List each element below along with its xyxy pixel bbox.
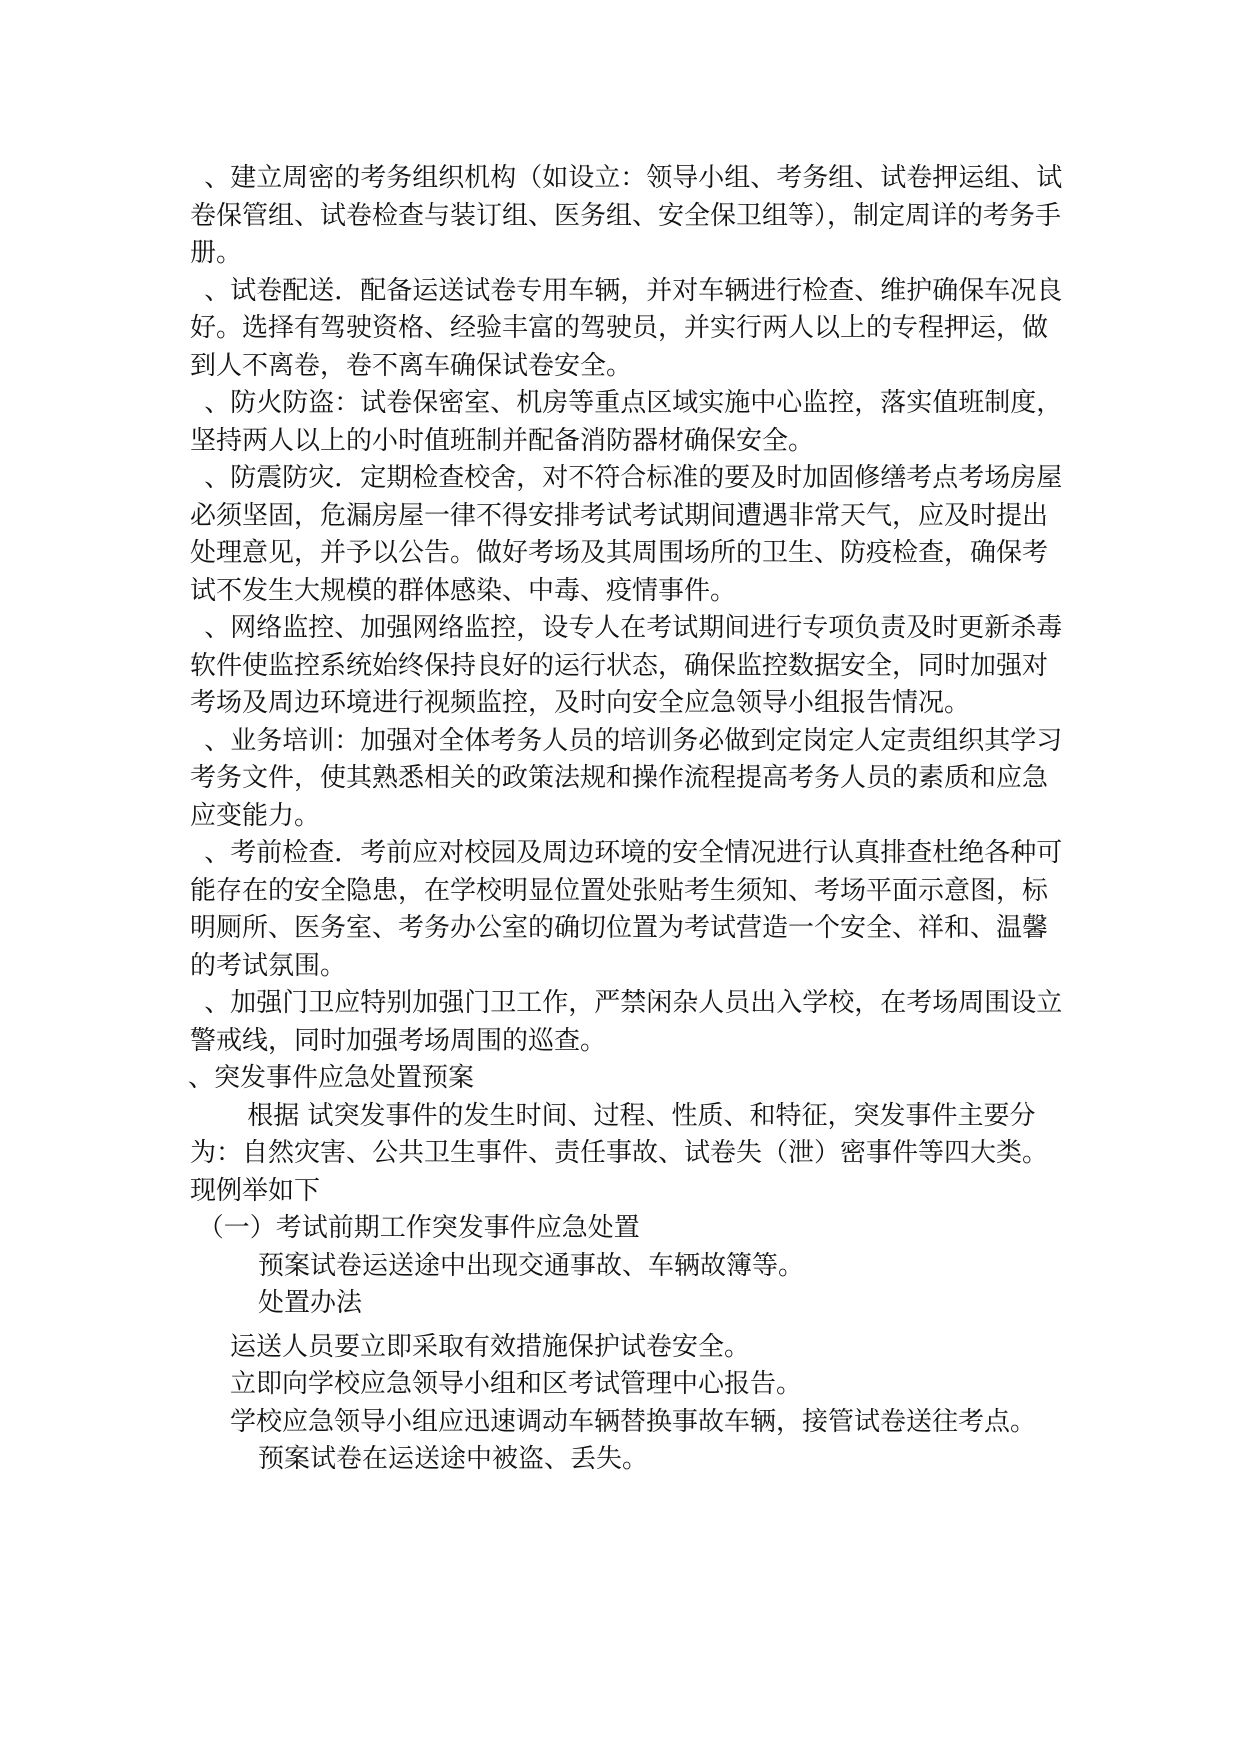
step-item-3: 学校应急领导小组应迅速调动车辆替换事故车辆，接管试卷送往考点。 [230,1406,1037,1437]
paragraph-quake-disaster: 、防震防灾．定期检查校舍，对不符合标准的要及时加固修缮考点考场房屋必须坚固，危漏房屋一律不得安排考试考试期间遭遇非常天气，应及时提出处理意见，并予以公告。做好考场及其周围场所的卫生、防疫检查，确保考试不发生大规模的群体感染、中毒、疫情事件。 [190,463,1063,606]
case-title-1: 预案试卷运送途中出现交通事故、车辆故簿等。 [258,1250,805,1281]
document-body [190,160,1070,1479]
subsection-heading: （一）考试前期工作突发事件应急处置 [197,1213,640,1243]
paragraph-pre-exam-check: 、考前检查．考前应对校园及周边环境的安全情况进行认真排查杜绝各种可能存在的安全隐患，在学校明显位置处张贴考生须知、考场平面示意图，标明厕所、医务室、考务办公室的确切位置为考试营造一个安全、祥和、温馨的考试氛围。 [190,838,1063,981]
paragraph-organization: 、建立周密的考务组织机构（如设立：领导小组、考务组、试卷押运组、试卷保管组、试卷检查与装订组、医务组、安全保卫组等），制定周详的考务手册。 [190,163,1063,268]
case-title-2: 预案试卷在运送途中被盗、丢失。 [258,1444,649,1474]
paragraph-training: 、业务培训：加强对全体考务人员的培训务必做到定岗定人定责组织其学习考务文件，使其熟悉相关的政策法规和操作流程提高考务人员的素质和应急应变能力。 [190,725,1063,831]
section-body: 根据 试突发事件的发生时间、过程、性质、和特征，突发事件主要分为：自然灾害、公共卫生事件、责任事故、试卷失（泄）密事件等四大类。现例举如下 [190,1100,1049,1206]
step-item-1: 运送人员要立即采取有效措施保护试卷安全。 [230,1331,751,1362]
step-item-2: 立即向学校应急领导小组和区考试管理中心报告。 [230,1369,803,1399]
paragraph-paper-delivery: 、试卷配送．配备运送试卷专用车辆，并对车辆进行检查、维护确保车况良好。选择有驾驶资格、经验丰富的驾驶员，并实行两人以上的专程押运，做到人不离卷，卷不离车确保试卷安全。 [190,275,1063,381]
section-heading: 、突发事件应急处置预案 [188,1063,475,1093]
paragraph-gate-security: 、加强门卫应特别加强门卫工作，严禁闲杂人员出入学校，在考场周围设立警戒线，同时加强考场周围的巡查。 [190,988,1063,1056]
paragraph-network-monitoring: 、网络监控、加强网络监控，设专人在考试期间进行专项负责及时更新杀毒软件使监控系统始终保持良好的运行状态，确保监控数据安全，同时加强对考场及周边环境进行视频监控，及时向安全应急领导小组报告情况。 [190,613,1063,718]
paragraph-fire-theft: 、防火防盗：试卷保密室、机房等重点区域实施中心监控，落实值班制度，坚持两人以上的小时值班制并配备消防器材确保安全。 [190,388,1063,456]
case-method-label: 处置办法 [258,1288,363,1318]
